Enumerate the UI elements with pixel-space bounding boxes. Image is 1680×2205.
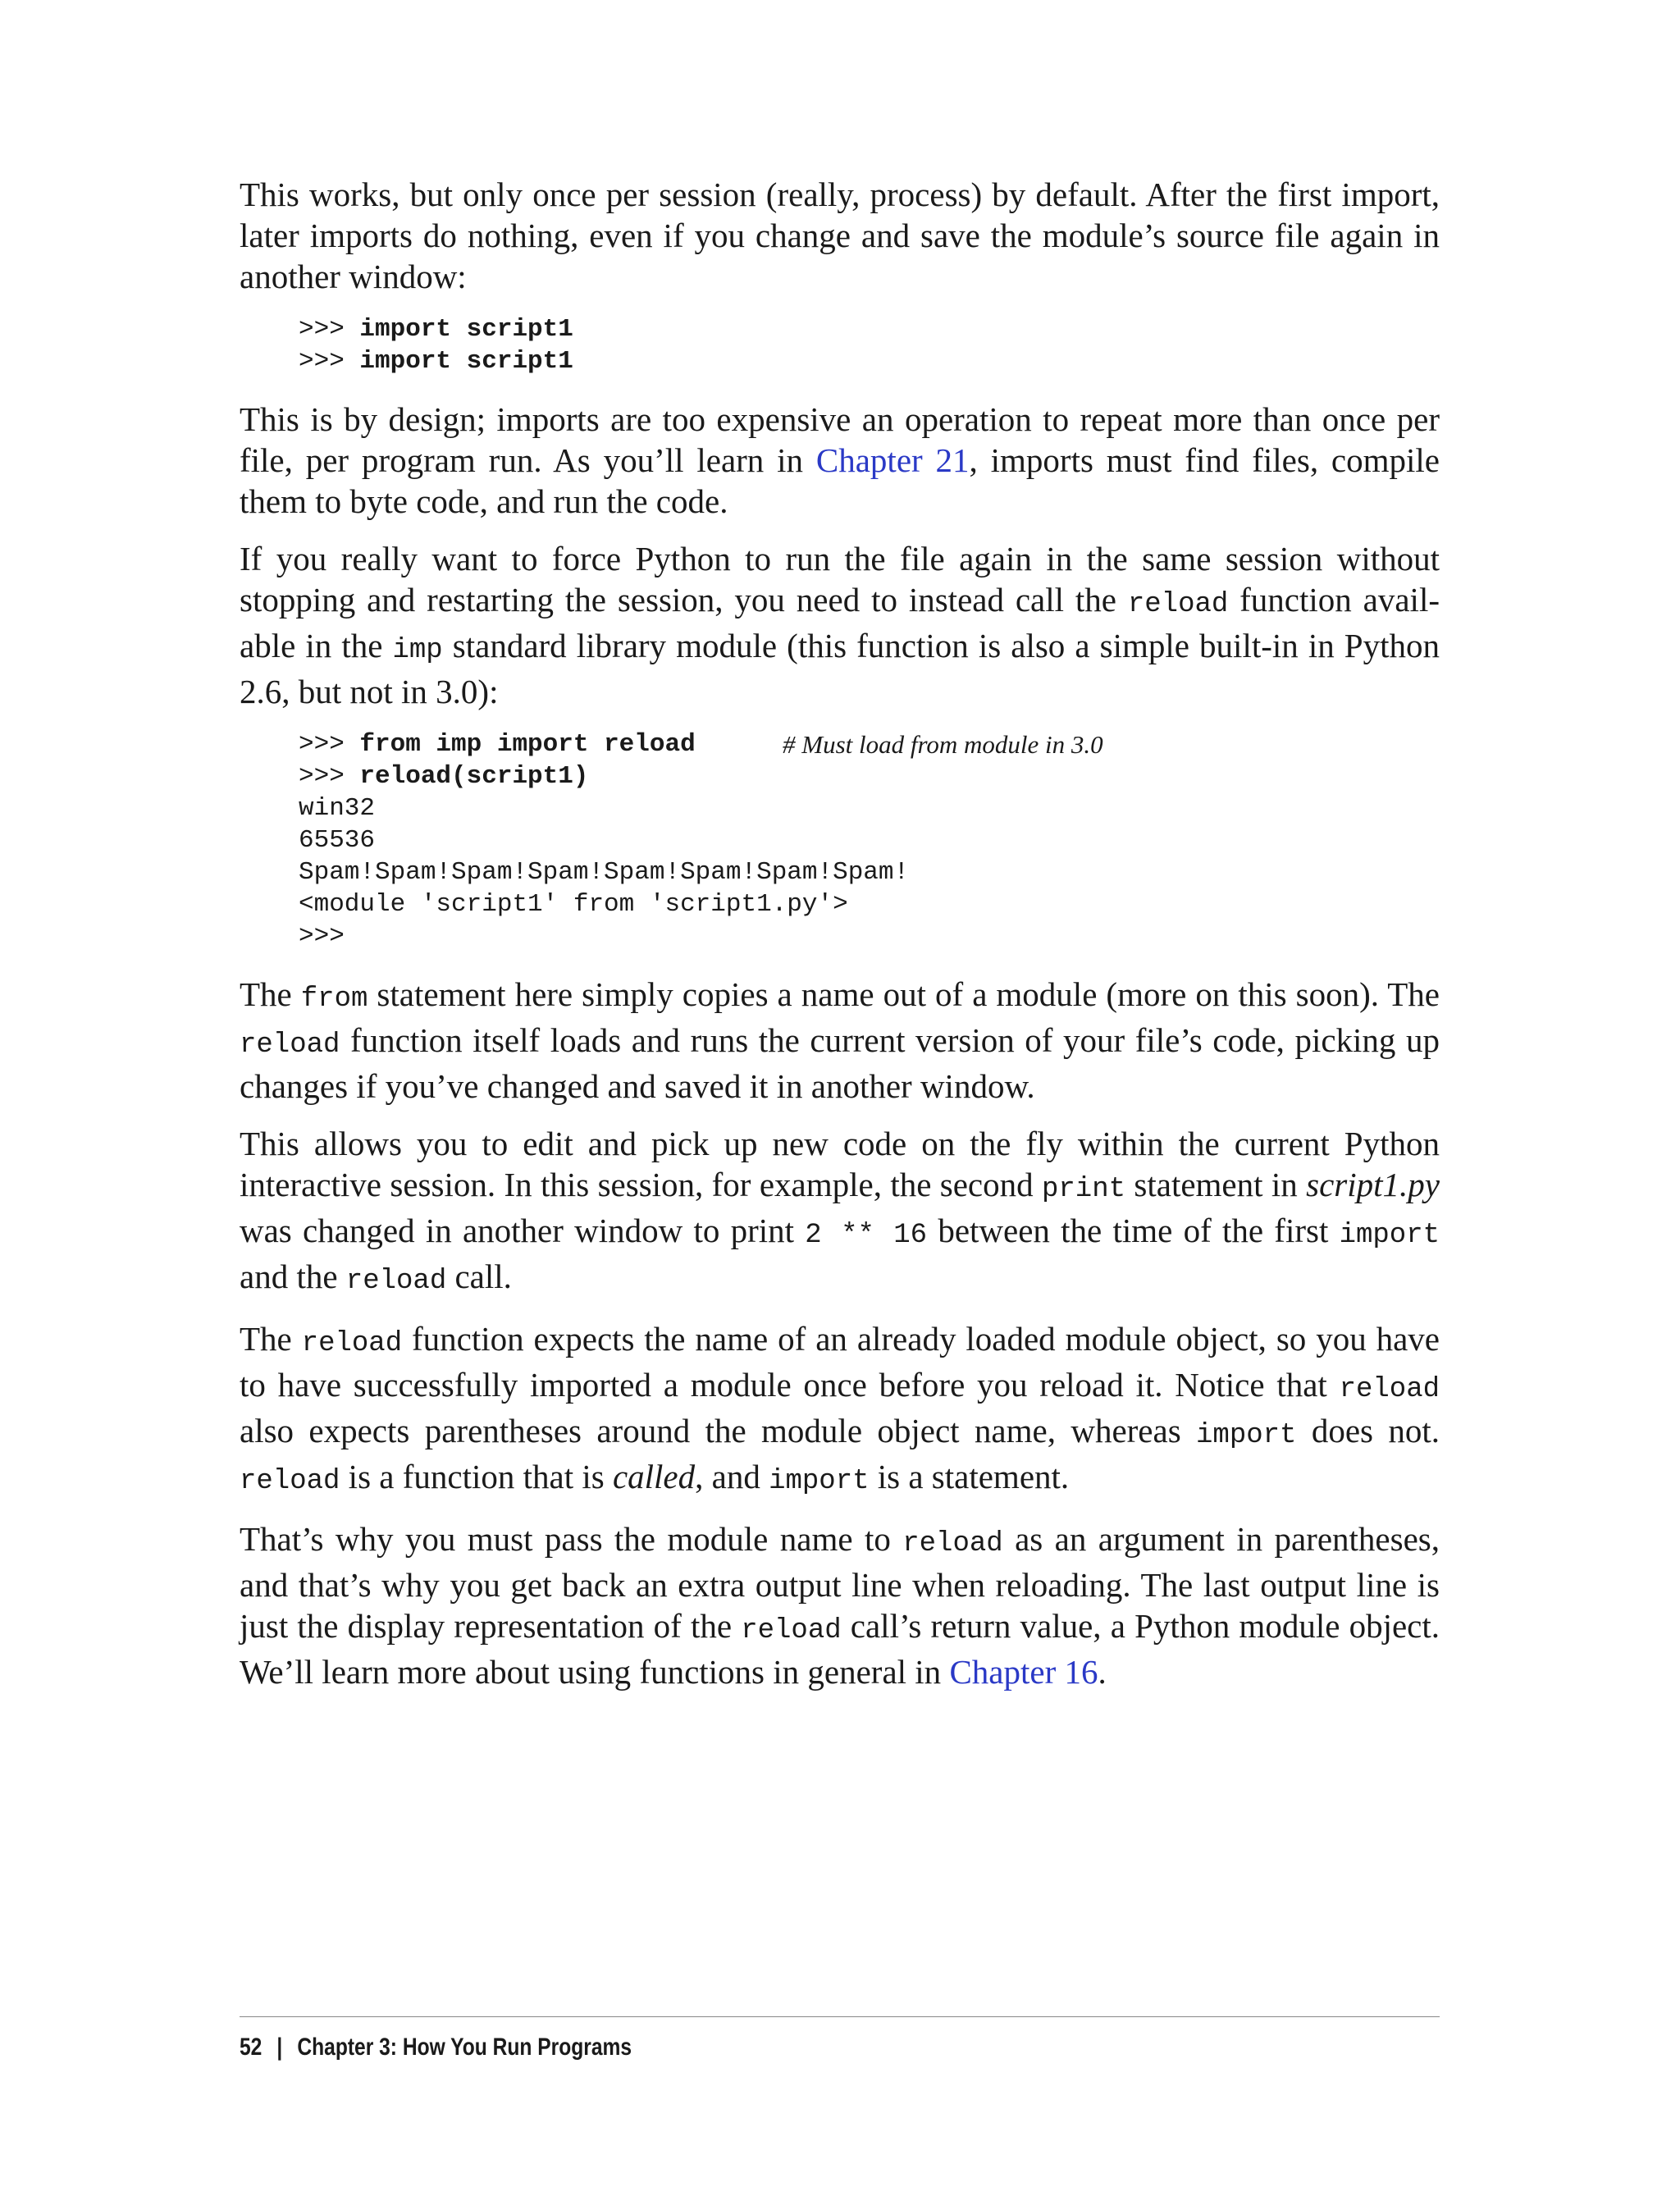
paragraph-5: This allows you to edit and pick up new code on the fly within the current Python interactive session. In this session, for example, the second print statement in script1.py was changed in another window to print 2 ** 16 between the time of the first import and the reload call. xyxy=(240,1125,1440,1297)
footer-separator: | xyxy=(276,2034,283,2061)
paragraph-3: If you really want to force Python to run the file again in the same session without stopping and restarting the session, you need to instead call the reload function available in the imp standard library module (this function is also a simple built-in in Python 2.6, but not in 3.0): xyxy=(240,540,1440,710)
code-line: >>> import script1 xyxy=(299,347,573,376)
page-number: 52 xyxy=(240,2034,262,2061)
inline-code: imp xyxy=(392,635,443,666)
inline-code: reload xyxy=(240,1466,340,1497)
paragraph-2: This is by design; imports are too expensive an operation to repeat more than once per file, per program run. As you’ll learn in Chapter 21, imports must find files, compile them to byte code, and run the code. xyxy=(240,400,1440,520)
inline-code: import xyxy=(1339,1220,1440,1251)
paragraph-7: That’s why you must pass the module name to reload as an argument in parentheses, and that’s why you get back an extra output line when reloading. The last output line is just the display representation of the reload call’s return value, a Python module object. We’ll learn more about using functions in general in Chapter 16. xyxy=(240,1520,1440,1691)
code-line: >>> import script1 xyxy=(299,315,573,344)
code-output: Spam!Spam!Spam!Spam!Spam!Spam!Spam!Spam! xyxy=(299,858,910,887)
inline-code: print xyxy=(1042,1174,1126,1205)
inline-code: import xyxy=(1196,1420,1297,1451)
page-footer xyxy=(240,2029,632,2066)
paragraph-1: This works, but only once per session (really, process) by default. After the first import, later imports do nothing, even if you change and save the module’s source file again in another window: xyxy=(240,176,1440,295)
page-content xyxy=(240,174,1440,1709)
paragraph-6: The reload function expects the name of an already loaded module object, so you have to have successfully imported a module once before you reload it. Notice that reload also expects parentheses around the module object name, whereas import does not. reload is a function that is called, and import is a statement. xyxy=(240,1320,1440,1497)
paragraph-4: The from statement here simply copies a name out of a module (more on this soon). The reload function itself loads and runs the current version of your file’s code, picking up changes if you’ve changed and saved it in another window. xyxy=(240,975,1440,1105)
chapter-21-link[interactable]: Chapter 21 xyxy=(815,441,970,479)
inline-code: 2 ** 16 xyxy=(805,1220,928,1251)
inline-code: reload xyxy=(240,1029,340,1061)
inline-code: from xyxy=(300,984,368,1015)
code-block-imports xyxy=(299,313,1440,377)
inline-code: reload xyxy=(1339,1374,1440,1405)
code-output: 65536 xyxy=(299,826,376,855)
filename: script1.py xyxy=(1306,1166,1440,1203)
inline-code: reload xyxy=(1127,589,1229,620)
chapter-16-link[interactable]: Chapter 16 xyxy=(949,1653,1098,1691)
code-output: win32 xyxy=(299,794,376,823)
emphasis: called xyxy=(612,1458,696,1495)
code-line: >>> from imp import reload # Must load from module in 3.0 xyxy=(299,730,1103,759)
code-prompt: >>> xyxy=(299,922,345,951)
code-line: >>> reload(script1) xyxy=(299,762,589,791)
running-chapter-title: Chapter 3: How You Run Programs xyxy=(297,2034,632,2061)
footer-divider xyxy=(240,2016,1440,2017)
inline-code: reload xyxy=(741,1615,842,1646)
inline-code: reload xyxy=(301,1328,403,1359)
code-block-reload xyxy=(299,728,1440,952)
inline-code: reload xyxy=(902,1528,1003,1559)
code-output: <module 'script1' from 'script1.py'> xyxy=(299,890,848,919)
inline-code: import xyxy=(769,1466,870,1497)
inline-code: reload xyxy=(345,1266,447,1297)
code-comment: # Must load from module in 3.0 xyxy=(783,730,1103,759)
